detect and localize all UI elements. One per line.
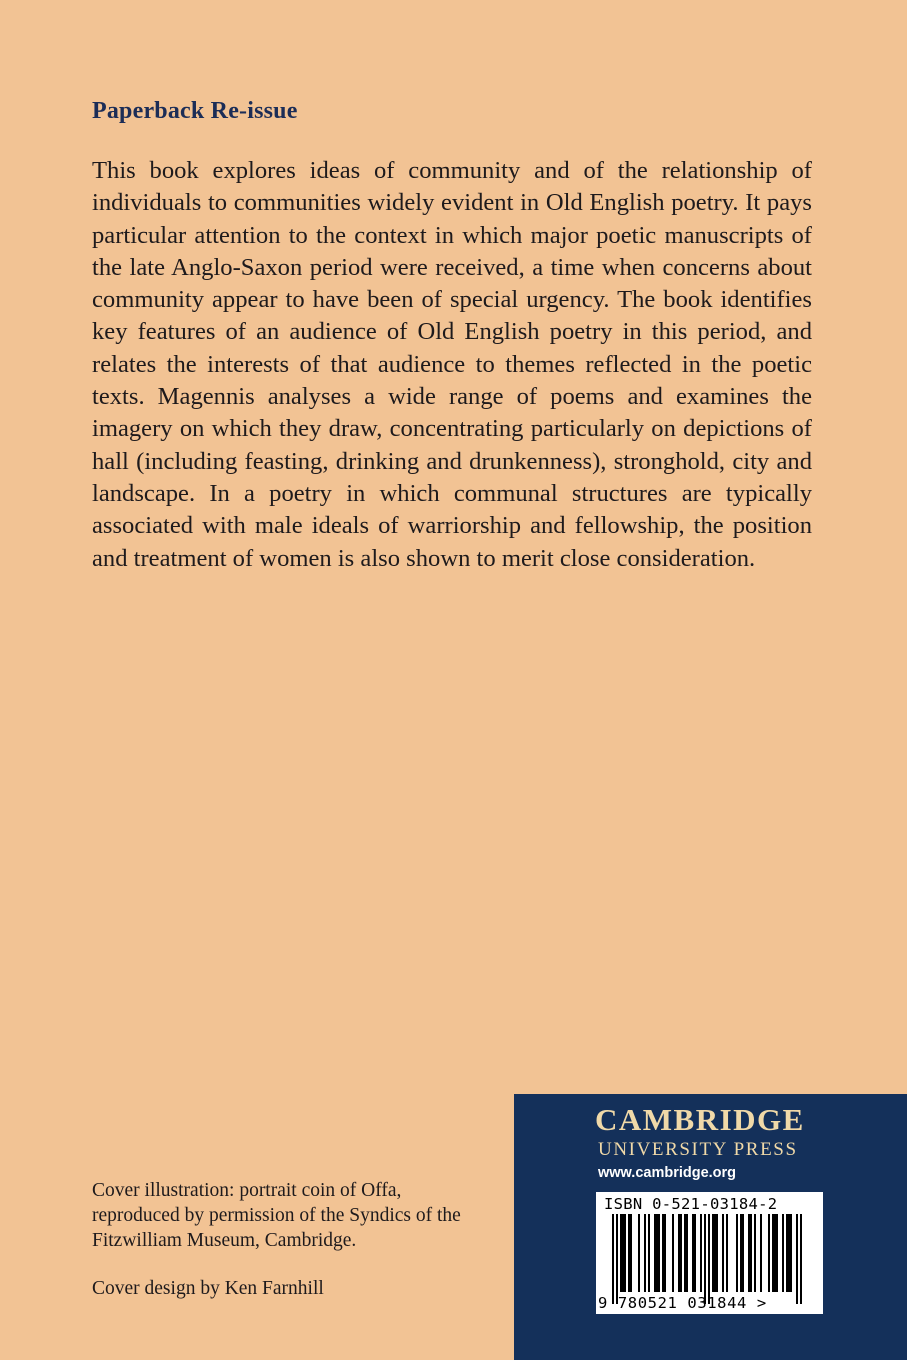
cover-illustration-credit: Cover illustration: portrait coin of Offa, reproduced by permission of the Syndics of the Fitzwilliam Museum, Cambridge.: [92, 1180, 461, 1251]
barcode-bar: [700, 1214, 702, 1292]
barcode-bar: [686, 1214, 688, 1292]
ean-digits: 9 780521 031844 >: [598, 1294, 767, 1312]
barcode-bar: [654, 1214, 656, 1292]
barcode-bar: [638, 1214, 640, 1292]
barcode-bar: [768, 1214, 770, 1292]
barcode-guard-bar: [612, 1214, 614, 1304]
barcode-bar: [648, 1214, 650, 1292]
publisher-logo-press: UNIVERSITY PRESS: [598, 1139, 798, 1160]
barcode-bar: [754, 1214, 756, 1292]
publisher-url: www.cambridge.org: [598, 1165, 737, 1181]
barcode-bar: [736, 1214, 738, 1292]
barcode-bar: [750, 1214, 752, 1292]
barcode-bar: [782, 1214, 784, 1292]
barcode-guard-bar: [616, 1214, 618, 1304]
barcode-bar: [672, 1214, 674, 1292]
barcode-bar: [658, 1214, 660, 1292]
barcode-bar: [788, 1214, 790, 1292]
isbn-label: ISBN 0-521-03184-2: [604, 1195, 778, 1213]
barcode-guard-bar: [796, 1214, 798, 1304]
heading-paperback-reissue: Paperback Re-issue: [92, 98, 298, 124]
barcode-bar: [662, 1214, 664, 1292]
barcode-bar: [790, 1214, 792, 1292]
barcode-bar: [726, 1214, 728, 1292]
barcode-bar: [622, 1214, 624, 1292]
barcode-bar: [628, 1214, 630, 1292]
barcode-bar: [678, 1214, 680, 1292]
barcode-guard-bar: [800, 1214, 802, 1304]
publisher-panel: [514, 1094, 907, 1360]
barcode-bar: [680, 1214, 682, 1292]
barcode-bar: [716, 1214, 718, 1292]
barcode-guard-bar: [704, 1214, 706, 1304]
barcode-guard-bar: [708, 1214, 710, 1304]
cover-design-credit: Cover design by Ken Farnhill: [92, 1278, 324, 1299]
barcode-bar: [694, 1214, 696, 1292]
barcode-bar: [786, 1214, 788, 1292]
barcode-bar: [772, 1214, 774, 1292]
barcode-bar: [712, 1214, 714, 1292]
barcode-bar: [692, 1214, 694, 1292]
barcode-bar: [656, 1214, 658, 1292]
isbn-barcode: [596, 1192, 823, 1314]
barcode-bar: [760, 1214, 762, 1292]
barcode-bar: [664, 1214, 666, 1292]
barcode-bar: [722, 1214, 724, 1292]
publisher-logo-name: CAMBRIDGE: [595, 1102, 805, 1137]
book-description: This book explores ideas of community and of the relationship of individuals to communities widely evident in Old English poetry. It pays particular attention to the context in which major poetic manuscripts of the late Anglo-Saxon period were received, a time when concerns about community appear to have been of special urgency. The book identifies key features of an audience of Old English poetry in this period, and relates the interests of that audience to themes reflected in the poetic texts. Magennis analyses a wide range of poems and examines the imagery on which they draw, concentrating particularly on depictions of hall (including feasting, drinking and drunkenness), stronghold, city and landscape. In a poetry in which communal structures are typically associated with male ideals of warriorship and fellowship, the position and treatment of women is also shown to merit close consideration.: [92, 157, 812, 572]
barcode-bar: [714, 1214, 716, 1292]
barcode-bar: [684, 1214, 686, 1292]
barcode-bar: [630, 1214, 632, 1292]
barcode-bar: [740, 1214, 742, 1292]
barcode-bar: [644, 1214, 646, 1292]
barcode-bar: [748, 1214, 750, 1292]
barcode-bar: [620, 1214, 622, 1292]
barcode-bar: [776, 1214, 778, 1292]
barcode-bar: [774, 1214, 776, 1292]
barcode-bar: [742, 1214, 744, 1292]
barcode-bar: [624, 1214, 626, 1292]
